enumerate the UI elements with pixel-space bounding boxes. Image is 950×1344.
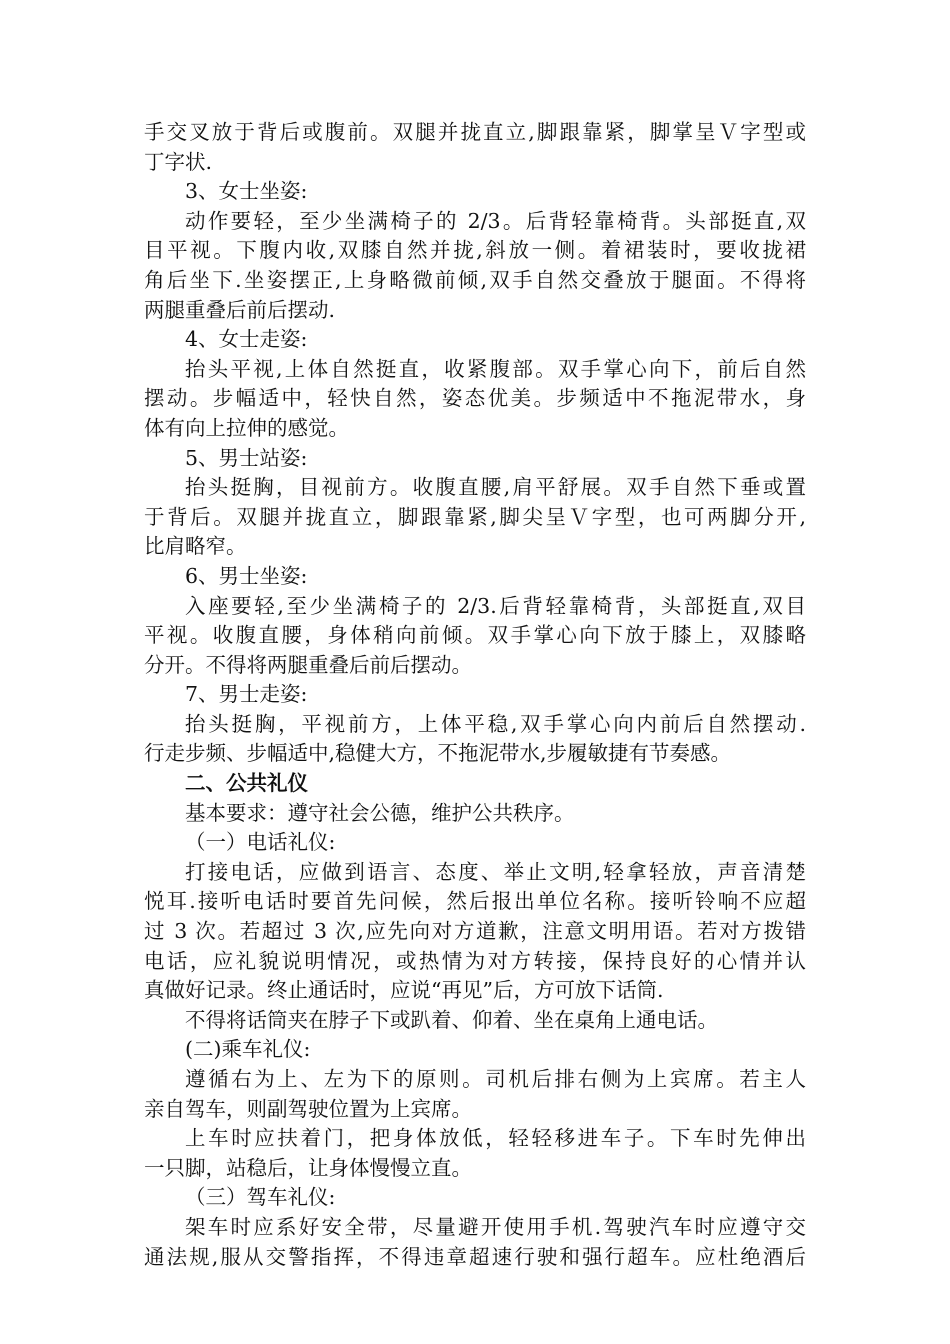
- document-page: [144, 118, 806, 1272]
- text-line: 丁字状.: [144, 149, 213, 174]
- text-line: 架车时应系好安全带，尽量避开使用手机.驾驶汽车时应遵守交: [185, 1214, 806, 1239]
- text-line: 一只脚，站稳后，让身体慢慢立直。: [144, 1155, 472, 1180]
- text-line: 动作要轻，至少坐满椅子的 2/3。后背轻靠椅背。头部挺直,双: [185, 208, 806, 233]
- text-line: 悦耳.接听电话时要首先问候，然后报出单位名称。接听铃响不应超: [144, 889, 806, 914]
- text-line: 摆动。步幅适中，轻快自然，姿态优美。步频适中不拖泥带水，身: [144, 386, 806, 411]
- text-line: 3、女士坐姿:: [185, 179, 308, 204]
- text-line: 抬头平视,上体自然挺直，收紧腹部。双手掌心向下，前后自然: [185, 356, 806, 381]
- text-line: 抬头挺胸，目视前方。收腹直腰,肩平舒展。双手自然下垂或置: [185, 475, 806, 500]
- text-line: 入座要轻,至少坐满椅子的 2/3.后背轻靠椅背，头部挺直,双目: [185, 593, 806, 618]
- text-line: 角后坐下.坐姿摆正,上身略微前倾,双手自然交叠放于腿面。不得将: [144, 267, 806, 292]
- text-line: 打接电话，应做到语言、态度、举止文明,轻拿轻放，声音清楚: [185, 859, 806, 884]
- text-line: (二)乘车礼仪:: [185, 1037, 311, 1062]
- text-line: 4、女士走姿:: [185, 327, 308, 352]
- text-line: 行走步频、步幅适中,稳健大方，不拖泥带水,步履敏捷有节奏感。: [144, 741, 732, 766]
- text-line: （三）驾车礼仪:: [185, 1185, 336, 1210]
- text-line: 基本要求：遵守社会公德，维护公共秩序。: [185, 800, 575, 825]
- text-line: 抬头挺胸，平视前方，上体平稳,双手掌心向内前后自然摆动.: [185, 711, 806, 736]
- text-line: 平视。收腹直腰，身体稍向前倾。双手掌心向下放于膝上，双膝略: [144, 623, 806, 648]
- text-line: 7、男士走姿:: [185, 682, 308, 707]
- text-line: （一）电话礼仪:: [185, 830, 336, 855]
- text-line: 于背后。双腿并拢直立，脚跟靠紧,脚尖呈Ｖ字型，也可两脚分开,: [144, 504, 806, 529]
- section-heading: 二、公共礼仪: [185, 771, 308, 796]
- text-line: 上车时应扶着门，把身体放低，轻轻移进车子。下车时先伸出: [185, 1126, 806, 1151]
- text-line: 分开。不得将两腿重叠后前后摆动。: [144, 652, 472, 677]
- text-line: 手交叉放于背后或腹前。双腿并拢直立,脚跟靠紧，脚掌呈Ｖ字型或: [144, 120, 806, 144]
- text-line: 亲自驾车，则副驾驶位置为上宾席。: [144, 1096, 472, 1121]
- text-line: 6、男士坐姿:: [185, 563, 308, 588]
- text-line: 5、男士站姿:: [185, 445, 308, 470]
- text-line: 真做好记录。终止通话时，应说“再见”后，方可放下话筒.: [144, 978, 664, 1003]
- text-line: 遵循右为上、左为下的原则。司机后排右侧为上宾席。若主人: [185, 1067, 806, 1091]
- text-line: 两腿重叠后前后摆动.: [144, 297, 336, 322]
- text-line: 过 3 次。若超过 3 次,应先向对方道歉，注意文明用语。若对方拨错: [144, 919, 806, 944]
- text-line: 不得将话筒夹在脖子下或趴着、仰着、坐在桌角上通电话。: [185, 1007, 718, 1032]
- text-line: 通法规,服从交警指挥，不得违章超速行驶和强行超车。应杜绝酒后: [144, 1244, 806, 1269]
- text-line: 电话，应礼貌说明情况，或热情为对方转接，保持良好的心情并认: [144, 948, 806, 973]
- text-line: 比肩略窄。: [144, 534, 247, 559]
- text-line: 目平视。下腹内收,双膝自然并拢,斜放一侧。着裙装时，要收拢裙: [144, 238, 806, 263]
- text-line: 体有向上拉伸的感觉。: [144, 415, 349, 440]
